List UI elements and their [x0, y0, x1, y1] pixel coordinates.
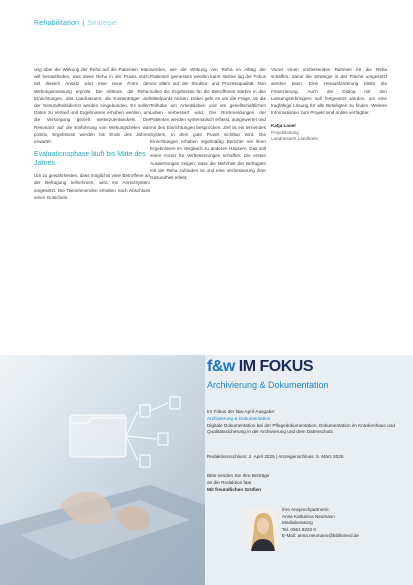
contact-line: an die Redaktion f&w: [207, 479, 252, 485]
fw-logo: [207, 358, 313, 376]
contact-line: Bitte senden Sie Ihre Beiträge: [207, 473, 270, 478]
article-column-1: [34, 66, 150, 201]
article-column-3: [271, 66, 387, 142]
author-name: Katja Lauer: [271, 123, 297, 129]
laptop-folders-illustration: [0, 355, 205, 585]
logo-prefix: f&w: [207, 358, 235, 375]
contact-phone: Tel. 0561 9232 0: [282, 526, 316, 532]
article-paragraph: Vorort einen umfassenden Rahmen für die Reha schaffen, damit die Strategie in der Fläche umgesetzt werden kann. Eine Herausforderung bleibt die Finanzierung. Auch der Dialog mit den Leistungserbringern soll fortgesetzt werden, um eine tragfähige Lösung für alle Beteiligten zu finden. Weitere Informationen zum Projekt sind online verfügbar.: [271, 67, 387, 116]
article-column-2: [150, 66, 266, 181]
article-paragraph: ung über die Wirkung der Reha auf die Patienten. Man will herausfinden, was diese Reha in der Praxis nützt. Mit diesem Ansatz wird eine neue Form der Wirkungsmessung erprobt. Die Akteure, die Reha-Einrichtungen, das Landratsamt, die Kostenträger und der Gesundheitsdienst werden eingebunden. Es sollen Daten zu Verlauf und Ergebnissen erhoben werden, um die Versorgung gezielt weiterzuentwickeln. Die Resonanz auf die Einführung von Wirkungszielen war positiv, Ergebnisse werden bis Ende des Jahres erwartet.: [34, 67, 150, 145]
advert-description: [207, 409, 397, 436]
advert-topic: Archivierung & Dokumentation: [207, 415, 271, 421]
article-paragraph: Um zu gewährleisten, dass möglichst viele Betroffene an der Befragung teilnehmen, wird ein Anreizsystem eingesetzt. Die Teilnehmenden erhalten nach Abschluss einen Gutschein.: [34, 173, 150, 200]
article-paragraph: werden, wie die Wirkung von Reha im Alltag der Patienten gemessen werden kann. Bisher lag der Fokus vor allem auf der Struktur- und Prozessqualität. Nun sollen die Ergebnisse für die Betroffenen stärker in den Mittelpunkt rücken. Dabei geht es um die Frage, ob die Teilhabe am Arbeitsleben und am gesellschaftlichen Leben verbessert wird. Die Rückmeldungen der Patienten werden systematisch erfasst, ausgewertet und mit den Einrichtungen besprochen. Ziel ist ein lernendes System, in dem gute Praxis sichtbar wird. Die Einrichtungen erhalten regelmäßig Berichte mit ihren Ergebnissen im Vergleich zu anderen Häusern. Das soll einen Anreiz für Verbesserungen schaffen. Die ersten Auswertungen zeigen, dass die Mehrheit der Befragten mit der Reha zufrieden ist und eine Verbesserung ihrer Gesundheit erlebt.: [150, 67, 266, 181]
contact-name: Anna Katharina Neumann: [282, 513, 335, 519]
contact-email[interactable]: E-Mail: anna.neumann@bibliomed.de: [282, 533, 359, 539]
advert-body: Digitale Dokumentation bei der Pflegedokumentation, Dokumentation im Krankenhaus und Qualitätssicherung in der Archivierung und dem Datenschutz.: [207, 422, 395, 435]
contact-role: Mediaberatung: [282, 520, 313, 526]
logo-suffix: IM FOKUS: [238, 358, 313, 375]
section-title: Rehabilitation: [34, 20, 80, 27]
contact-person-info: [282, 507, 359, 540]
author-organization: Landratsamt Landkreis: [271, 135, 318, 141]
author-signature: [271, 123, 387, 142]
advert-title: Archivierung & Dokumentation: [207, 380, 329, 390]
advert-intro: Im Fokus der f&w April-Ausgabe:: [207, 409, 276, 414]
advert-photo: [0, 355, 205, 585]
contact-portrait: [248, 509, 278, 551]
article-subheading: Evaluationsphase läuft bis Mitte des Jahres: [34, 151, 146, 167]
advert-deadlines: Redaktionsschluss: 2. April 2025 | Anzeigenschluss: 5. März 2025: [207, 454, 344, 459]
section-separator: |: [82, 20, 85, 27]
section-subtitle: Strategie: [87, 20, 118, 27]
advert-contact: [207, 473, 269, 493]
contact-closing: Mit freundlichen Grüßen: [207, 486, 262, 492]
contact-label: Ihre Ansprechpartnerin:: [282, 507, 330, 512]
author-role: Projektleitung: [271, 129, 299, 135]
section-header: [34, 20, 117, 27]
person-portrait-icon: [248, 509, 278, 551]
